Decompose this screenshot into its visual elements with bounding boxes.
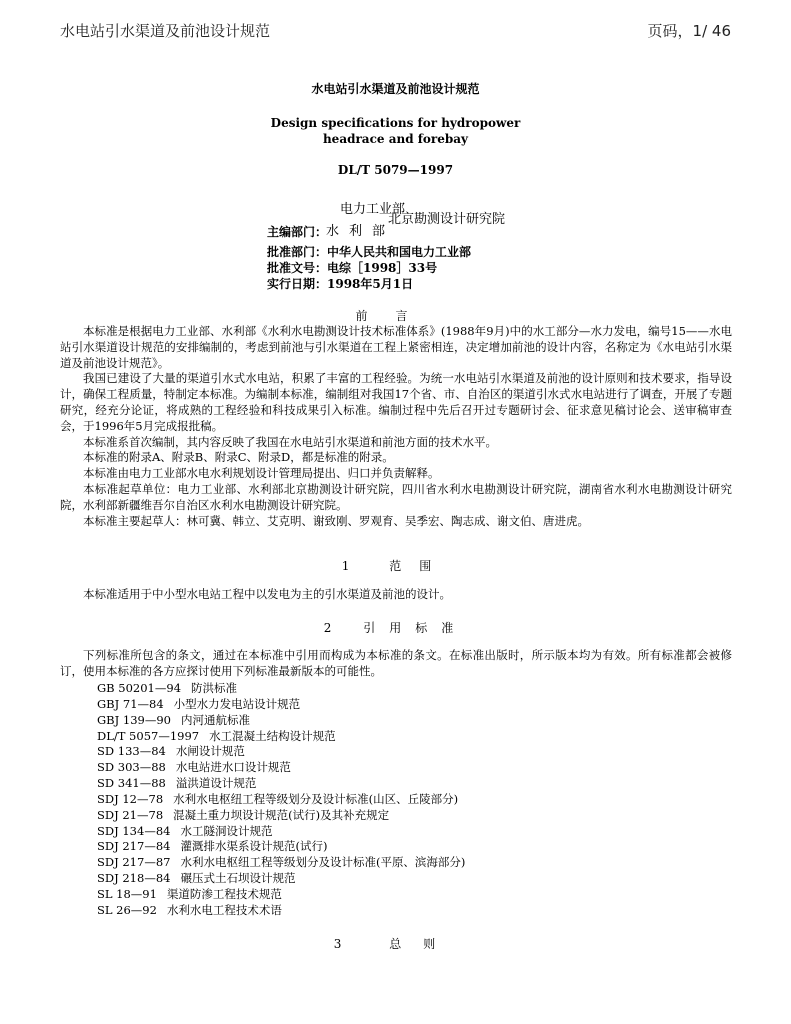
reference-name: 防洪标准: [191, 681, 238, 695]
reference-code: GBJ 71—84: [97, 696, 164, 711]
english-title-line-1: Design specifications for hydropower: [270, 116, 521, 130]
reference-name: 水闸设计规范: [175, 744, 245, 759]
reference-item: [97, 903, 465, 919]
reference-name: 水工混凝土结构设计规范: [209, 728, 336, 743]
references-intro-paragraph: 下列标准所包含的条文，通过在本标准中引用而构成为本标准的条文。在标准出版时，所示版本均为有效。所有标准都会被修订，使用本标准的各方应探讨使用下列标准最新版本的可能性。: [60, 648, 732, 678]
section-2-heading: 2 引用标准: [323, 621, 468, 635]
reference-name: 内河通航标准: [181, 712, 250, 727]
reference-item: [97, 776, 465, 792]
standard-code: DL/T 5079—1997: [337, 163, 454, 177]
chief-dept-water: 水利部: [326, 224, 396, 239]
reference-name: 渠道防渗工程技术规范: [166, 886, 282, 901]
reference-item: [97, 681, 465, 697]
reference-code: SDJ 134—84: [97, 823, 171, 838]
reference-name: 碾压式土石坝设计规范: [180, 871, 296, 886]
reference-code: SDJ 21—78: [97, 807, 164, 822]
reference-code: SD 303—88: [97, 760, 166, 775]
reference-item: [97, 792, 465, 808]
reference-item: [97, 697, 465, 713]
reference-item: [97, 808, 465, 824]
reference-code: SD 133—84: [97, 744, 166, 759]
preface-body: [60, 324, 732, 529]
reference-name: 灌溉排水渠系设计规范(试行): [180, 839, 328, 854]
reference-item: [97, 855, 465, 871]
reference-item: [97, 713, 465, 729]
preface-paragraph: 本标准起草单位：电力工业部、水利部北京勘测设计研究院，四川省水利水电勘测设计研究院，湖南省水利水电勘测设计研究院，水利部新疆维吾尔自治区水利水电勘测设计研究院。: [60, 481, 732, 512]
english-title-line-2: headrace and forebay: [322, 132, 469, 146]
reference-name: 水利水电枢纽工程等级划分及设计标准(山区、丘陵部分): [173, 791, 459, 806]
section-2-intro: [60, 648, 732, 680]
document-title: 水电站引水渠道及前池设计规范: [311, 82, 480, 96]
reference-name: 水电站进水口设计规范: [175, 760, 291, 775]
header-document-title: 水电站引水渠道及前池设计规范: [60, 22, 271, 40]
reference-item: [97, 824, 465, 840]
reference-code: SL 18—91: [97, 886, 157, 901]
reference-code: SDJ 217—87: [97, 855, 171, 870]
section-1-body: [60, 587, 732, 603]
reference-code: DL/T 5057—1997: [97, 728, 200, 743]
section-3-heading: 3 总则: [333, 937, 458, 951]
reference-code: GB 50201—94: [97, 681, 182, 695]
approval-document: 批准文号：电综［1998］33号: [267, 261, 438, 275]
preface-paragraph: 本标准系首次编制，其内容反映了我国在水电站引水渠道和前池方面的技术水平。: [83, 434, 497, 449]
reference-code: GBJ 139—90: [97, 712, 171, 727]
reference-item: [97, 871, 465, 887]
section-1-heading: 1 范围: [341, 559, 450, 573]
chief-dept-institute: 北京勘测设计研究院: [388, 212, 506, 227]
preface-paragraph: 我国已建设了大量的渠道引水式水电站，积累了丰富的工程经验。为统一水电站引水渠道及前池的设计原则和技术要求，指导设计，确保工程质量，特制定本标准。为编制本标准，编制组对我国17个省、市、自治区的渠道引水式水电站进行了调查，开展了专题研究，经充分论证，将成熟的工程经验和科技成果引入标准。编制过程中先后召开过专题研讨会、征求意见稿讨论会、送审稿审查会，于1996年5月完成报批稿。: [60, 371, 732, 433]
reference-code: SL 26—92: [97, 902, 157, 917]
reference-code: SDJ 12—78: [97, 791, 164, 806]
preface-paragraph: 本标准是根据电力工业部、水利部《水利水电勘测设计技术标准体系》(1988年9月)中的水工部分—水力发电，编号15——水电站引水渠道设计规范的安排编制的，考虑到前池与引水渠道在工程上紧密相连，决定增加前池的设计内容，名称定为《水电站引水渠道及前池设计规范》。: [60, 324, 732, 370]
preface-heading: 前言: [355, 309, 436, 323]
reference-name: 水利水电工程技术术语: [166, 902, 282, 917]
preface-paragraph: 本标准的附录A、附录B、附录C、附录D，都是标准的附录。: [83, 450, 394, 465]
scope-paragraph: 本标准适用于中小型水电站工程中以发电为主的引水渠道及前池的设计。: [83, 587, 451, 601]
header-page-indicator: 页码，1/ 46: [647, 22, 731, 40]
reference-code: SDJ 218—84: [97, 871, 171, 886]
reference-item: [97, 887, 465, 903]
reference-item: [97, 760, 465, 776]
preface-paragraph: 本标准主要起草人：林可冀、韩立、艾克明、谢致刚、罗观育、吴季宏、陶志成、谢文伯、唐进虎。: [83, 513, 589, 528]
chief-dept-electric: 电力工业部: [340, 202, 406, 217]
reference-name: 水工隧洞设计规范: [180, 823, 273, 838]
reference-item: [97, 839, 465, 855]
reference-name: 水利水电枢纽工程等级划分及设计标准(平原、滨海部分): [180, 855, 466, 870]
reference-item: [97, 729, 465, 745]
reference-name: 溢洪道设计规范: [175, 776, 257, 791]
preface-paragraph: 本标准由电力工业部水电水利规划设计管理局提出、归口并负责解释。: [83, 466, 440, 481]
reference-item: [97, 744, 465, 760]
chief-dept-label: 主编部门：: [267, 225, 328, 239]
approval-department: 批准部门：中华人民共和国电力工业部: [267, 245, 472, 259]
reference-code: SDJ 217—84: [97, 839, 171, 854]
reference-list: [97, 681, 465, 919]
reference-name: 小型水力发电站设计规范: [173, 696, 301, 711]
reference-code: SD 341—88: [97, 776, 166, 791]
reference-name: 混凝土重力坝设计规范(试行)及其补充规定: [173, 807, 390, 822]
effective-date: 实行日期：1998年5月1日: [267, 277, 414, 291]
